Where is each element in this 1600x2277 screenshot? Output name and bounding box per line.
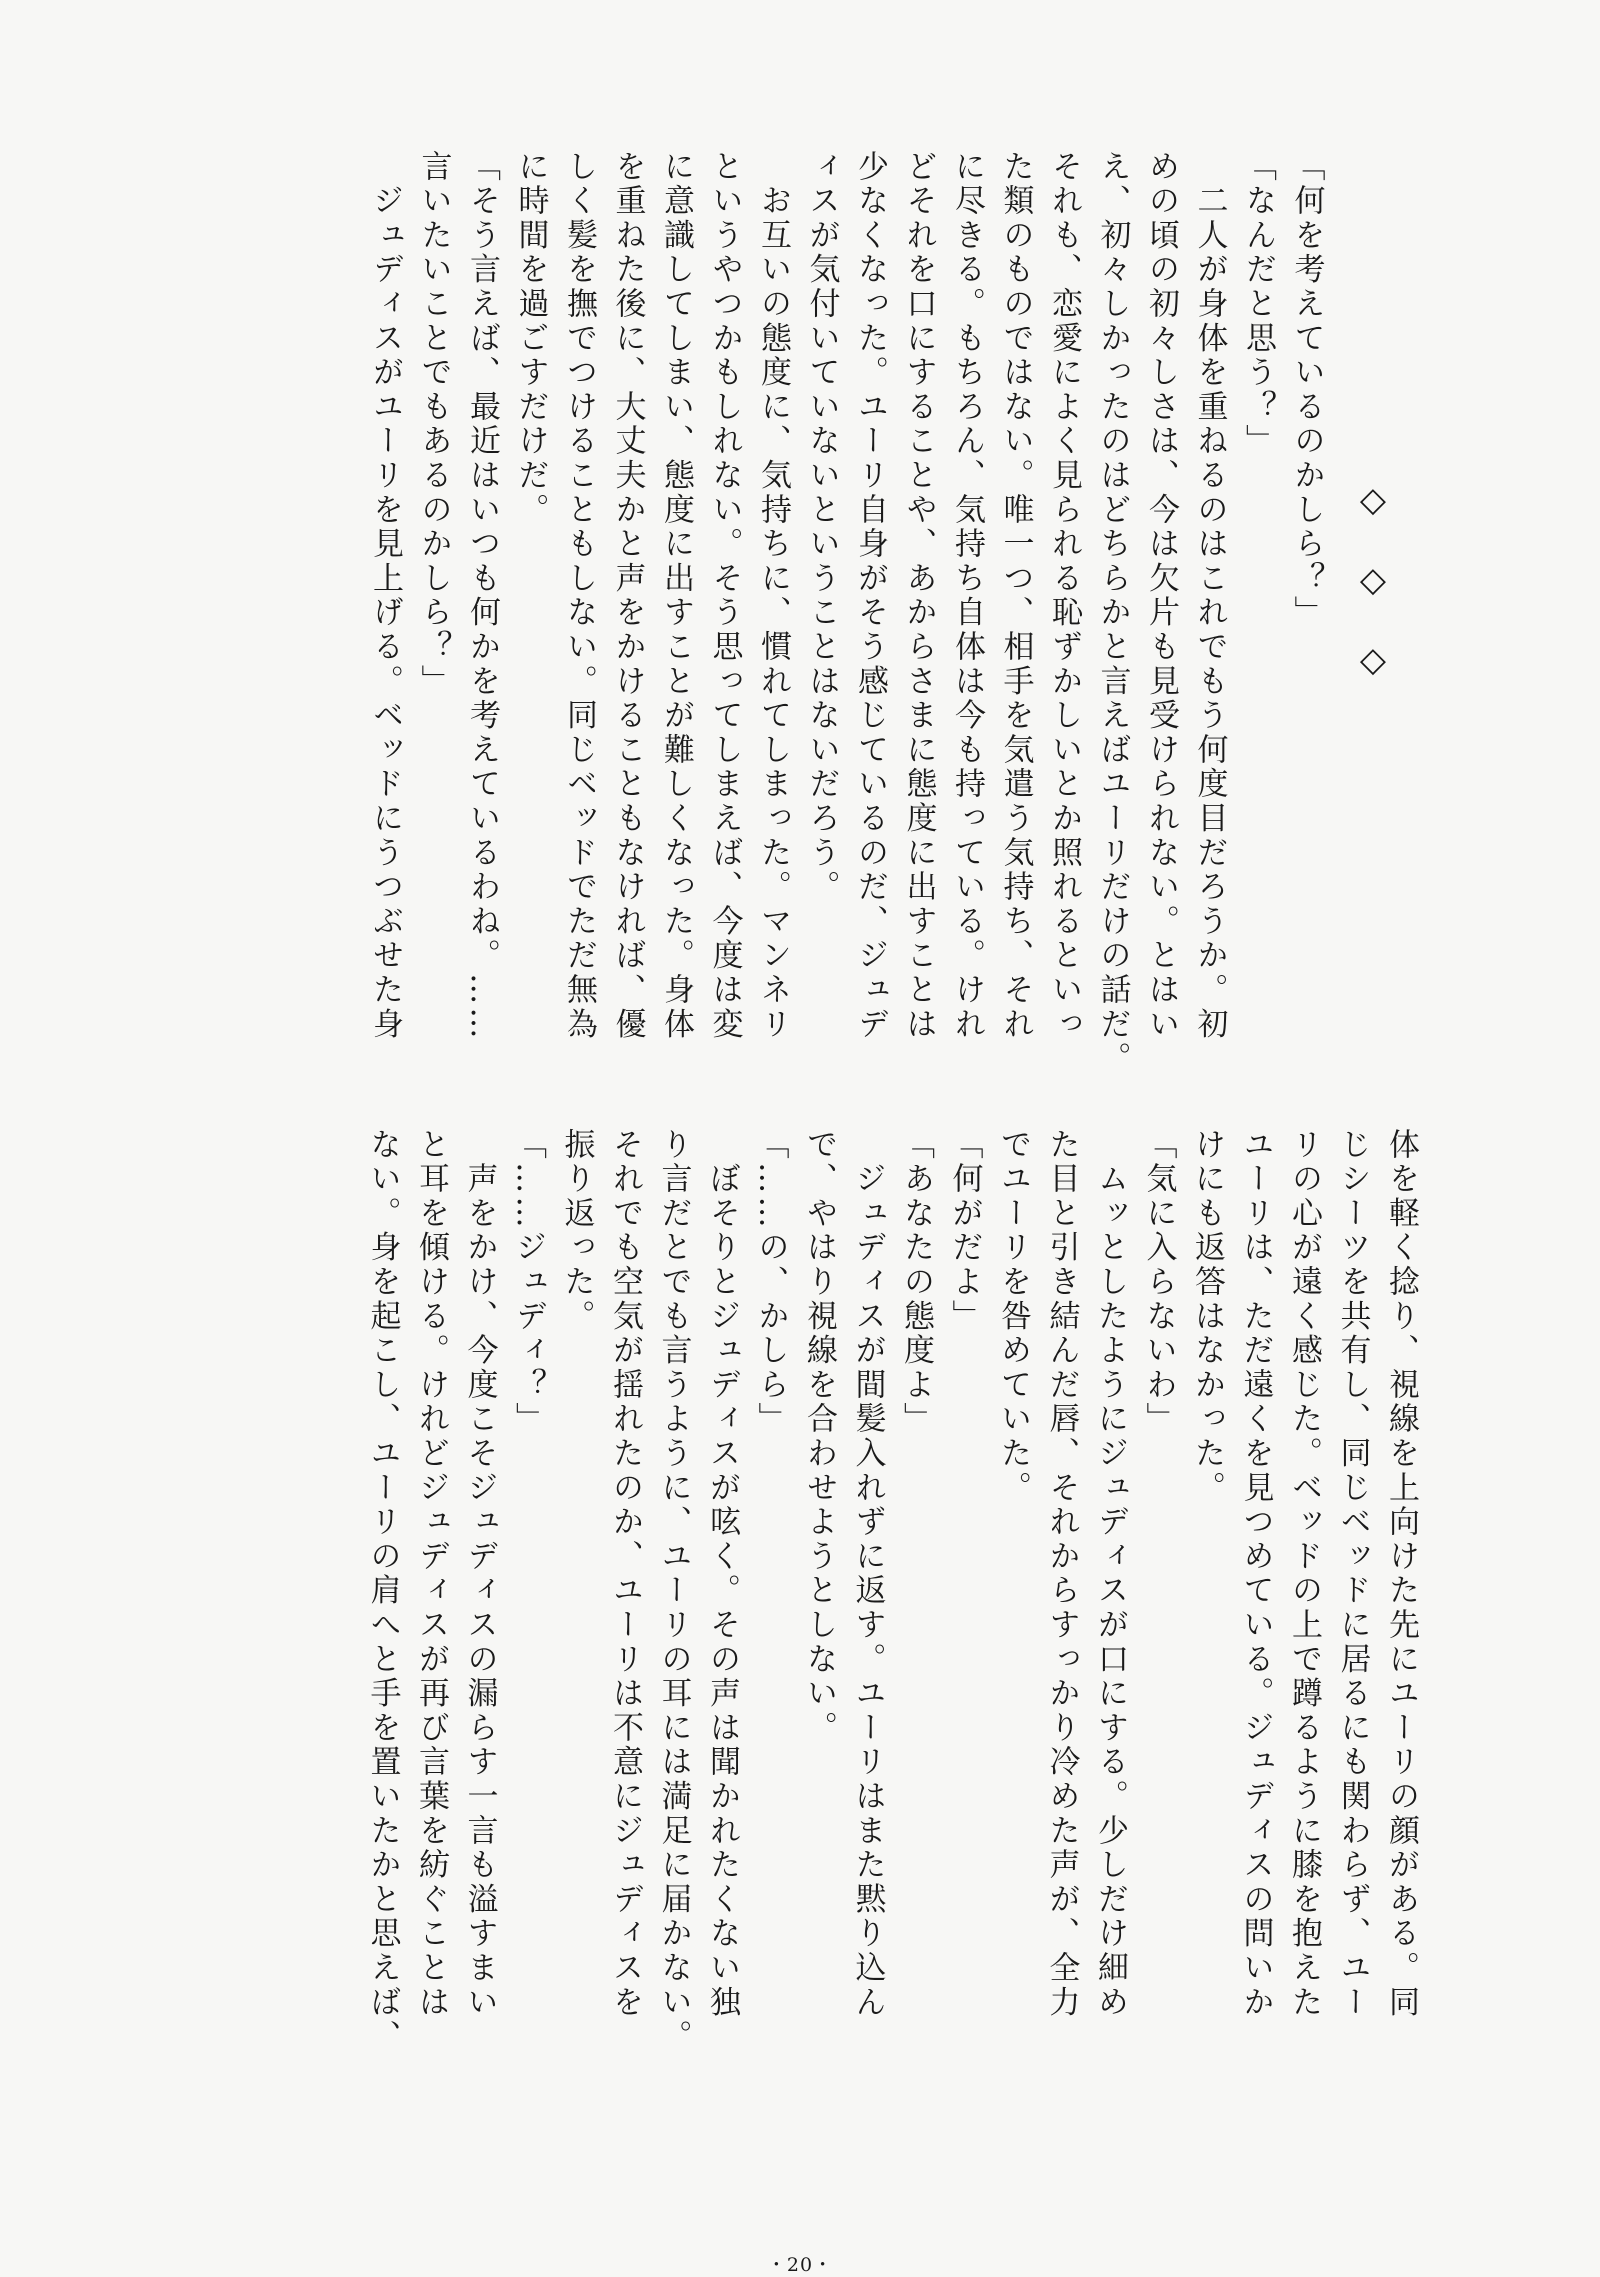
text-line: え、初々しかったのはどちらかと言えばユーリだけの話だ。 <box>1094 150 1131 1077</box>
text-line: でユーリを咎めていた。 <box>995 1128 1031 1506</box>
text-line: た目と引き結んだ唇、それからすっかり冷めた声が、全力 <box>1043 1128 1080 2020</box>
text-line: 「何がだよ」 <box>946 1128 983 1334</box>
text-line: た類のものではない。唯一つ、相手を気遣う気持ち、それ <box>997 150 1034 1042</box>
text-line: 「……の、かしら」 <box>752 1128 789 1437</box>
text-line: 「……ジュディ？」 <box>510 1128 546 1437</box>
text-line: リの心が遠く感じた。ベッドの上で蹲るように膝を抱えた <box>1286 1128 1322 2020</box>
text-line: めの頃の初々しさは、今は欠片も見受けられない。とはい <box>1143 150 1179 1042</box>
text-line: というやつかもしれない。そう思ってしまえば、今度は変 <box>706 150 743 1042</box>
text-line: ぼそりとジュディスが呟く。その声は聞かれたくない独 <box>704 1128 740 2020</box>
text-line: を重ねた後に、大丈夫かと声をかけることもなければ、優 <box>609 150 646 1042</box>
text-line: 「なんだと思う？」 <box>1240 150 1276 459</box>
text-line: ムッとしたようにジュディスが口にする。少しだけ細め <box>1092 1128 1128 2020</box>
scene-break-diamonds: ◇◇◇ <box>1353 480 1393 720</box>
text-line: 二人が身体を重ねるのはこれでもう何度目だろうか。初 <box>1191 150 1228 1042</box>
text-line: ユーリは、ただ遠くを見つめている。ジュディスの問いか <box>1237 1128 1274 2020</box>
text-line: ジュディスがユーリを見上げる。ベッドにうつぶせた身 <box>367 150 403 1042</box>
text-line: どそれを口にすることや、あからさまに態度に出すことは <box>900 150 937 1042</box>
text-line: 振り返った。 <box>558 1128 595 1334</box>
text-line: に尽きる。もちろん、気持ち自体は今も持っている。けれ <box>949 150 985 1042</box>
text-line: 少なくなった。ユーリ自身がそう感じているのだ、ジュデ <box>852 150 888 1042</box>
text-line: 声をかけ、今度こそジュディスの漏らす一言も溢すまい <box>461 1128 498 2020</box>
text-line: 「あなたの態度よ」 <box>898 1128 934 1437</box>
text-line: 「何を考えているのかしら？」 <box>1288 150 1325 631</box>
text-line: に時間を過ごすだけだ。 <box>512 150 549 528</box>
text-line: 「そう言えば、最近はいつも何かを考えているわね。…… <box>464 150 500 1042</box>
text-line: 体を軽く捻り、視線を上向けた先にユーリの顔がある。同 <box>1383 1128 1419 2020</box>
text-line: と耳を傾ける。けれどジュディスが再び言葉を紡ぐことは <box>413 1128 449 2020</box>
text-line: それでも空気が揺れたのか、ユーリは不意にジュディスを <box>607 1128 643 2020</box>
text-line: それも、恋愛によく見られる恥ずかしいとか照れるといっ <box>1046 150 1082 1042</box>
text-line: 言いたいことでもあるのかしら？」 <box>415 150 452 699</box>
text-line: で、やはり視線を合わせようとしない。 <box>801 1128 837 1746</box>
text-line: じシーツを共有し、同じベッドに居るにも関わらず、ユー <box>1334 1128 1371 2020</box>
text-line: しく髪を撫でつけることもしない。同じベッドでただ無為 <box>561 150 597 1042</box>
text-line: けにも返答はなかった。 <box>1189 1128 1225 1506</box>
text-line: に意識してしまい、態度に出すことが難しくなった。身体 <box>658 150 694 1042</box>
page-number: ・20・ <box>766 2254 834 2276</box>
text-line: お互いの態度に、気持ちに、慣れてしまった。マンネリ <box>755 150 791 1042</box>
text-line: ジュディスが間髪入れずに返す。ユーリはまた黙り込ん <box>849 1128 886 2020</box>
lower-text-block <box>255 1128 1425 2218</box>
upper-text-block <box>265 150 1415 1090</box>
text-line: り言だとでも言うように、ユーリの耳には満足に届かない。 <box>655 1128 692 2055</box>
text-line: ィスが気付いていないということはないだろう。 <box>803 150 840 905</box>
text-line: ない。身を起こし、ユーリの肩へと手を置いたかと思えば、 <box>364 1128 401 2055</box>
text-line: 「気に入らないわ」 <box>1140 1128 1177 1437</box>
